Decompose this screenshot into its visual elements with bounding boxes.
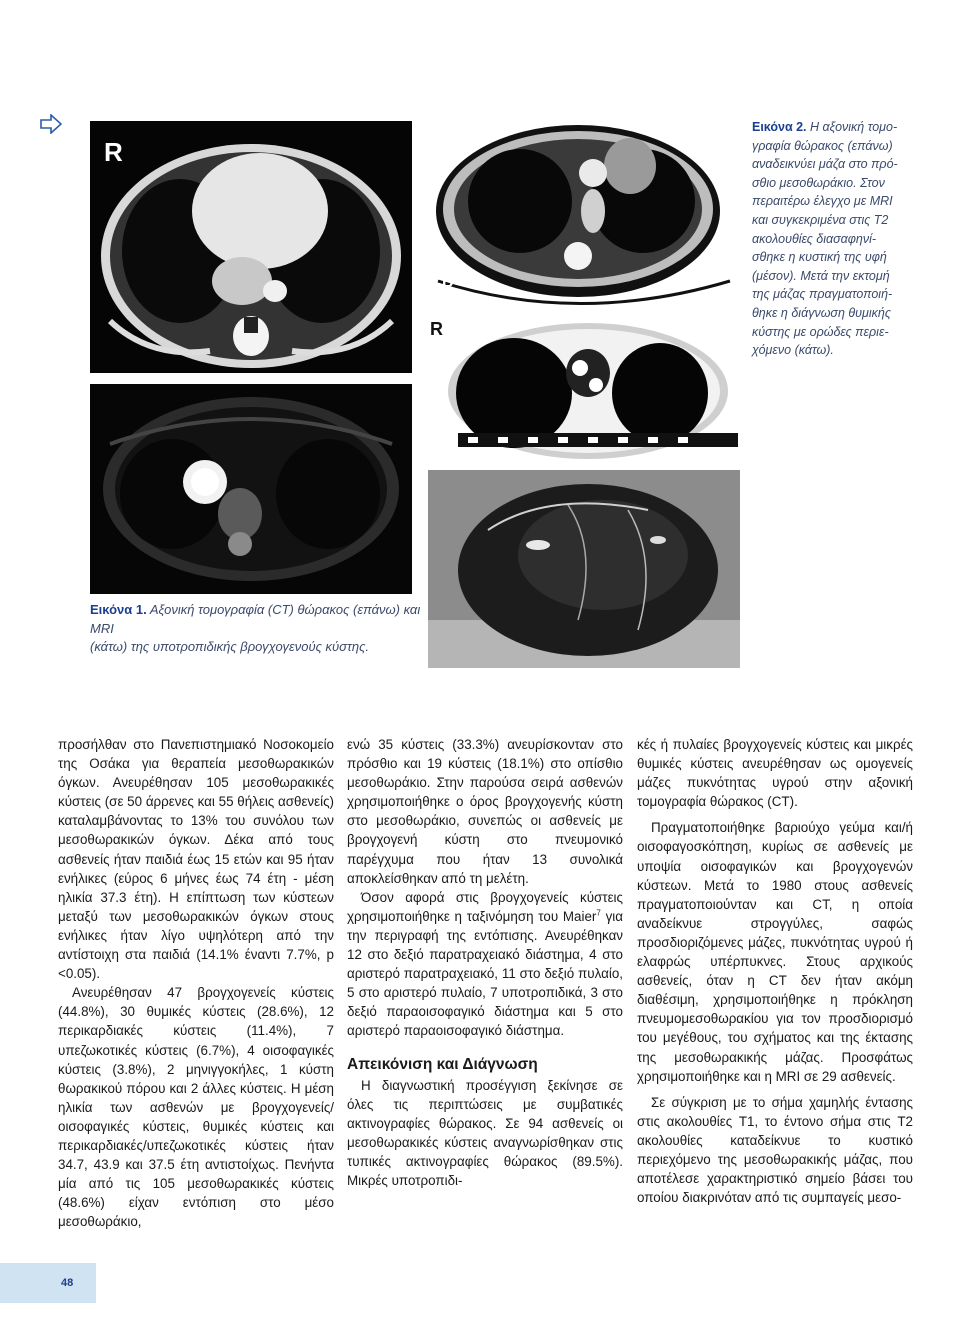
page-number-tab [0, 1263, 96, 1303]
figure2-caption-line: Η αξονική τομο- [810, 120, 898, 134]
mri2-r-marker: R [430, 319, 443, 339]
reference-number: 7 [596, 908, 601, 918]
figure2-mri-scan [428, 313, 740, 468]
section-heading: Απεικόνιση και Διάγνωση [347, 1055, 538, 1073]
figure1-ct-scan [90, 121, 412, 373]
ct2-r-marker: R [442, 278, 454, 295]
ct1-r-marker: R [104, 137, 123, 167]
paragraph: Πραγματοποιήθηκε βαριούχο γεύμα και/ή οισοφαγοσκόπηση, κυρίως σε ασθενείς με υποψία οισοφαγικών και βρογχογενών κύστεων. Μετά το 1980 στους ασθενείς πραγματοποιούνταν και CT, η οποία αναδείκνυε στρογγύλες, σαφώς προσδιοριζόμενες μάζες, πυκνότητας υγρού ή ελαφρώς υπέρπυκνες. Στους αρχικούς ασθενείς, όταν η CT δεν ήταν ακόμη διαθέσιμη, χρησιμοποιήθηκε η πρόκληση πνευμομεσοθωρακίου για τον προσδιορισμό του μεγέθους, του σχήματος και της έκτασης της μεσοθωρακικής μάζας. Προσφάτως χρησιμοποιήθηκε και η MRI σε 29 ασθενείς. [637, 820, 913, 1084]
page-number: 48 [61, 1277, 74, 1289]
figure2-caption-line: (μέσον). Μετά την εκτομή [752, 268, 890, 283]
paragraph: ενώ 35 κύστεις (33.3%) ανευρίσκονταν στο πρόσθιο και 19 κύστεις (18.1%) στο οπίσθιο μεσοθωράκιο. Στην παρούσα σειρά ασθενών χρησιμοποιήθηκε ο όρος βρογχογενής κύστη στο μεσοθωράκιο, συνεπώς οι ασθενείς με βρογχογενή κύστη στο πνευμονικό παρέγχυμα που ήταν 13 συνολικά αποκλείσθηκαν από τη μελέτη. [347, 737, 623, 886]
text-column-3 [637, 735, 913, 1207]
figure2-caption-line: θηκε η διάγνωση θυμικής [752, 305, 891, 320]
figure2-caption-line: χόμενο (κάτω). [752, 343, 834, 358]
paragraph-text: Όσον αφορά στις βρογχογενείς κύστεις χρησιμοποιήθηκε η ταξινόμηση του Maier [347, 889, 623, 924]
figure1-caption-line: (κάτω) της υποτροπιδικής βρογχογενούς κύστης. [90, 639, 370, 655]
figure2-caption-line: κύστης με ορώδες περιε- [752, 324, 889, 339]
figure2-caption-line: της μάζας πραγματοποιή- [752, 287, 893, 302]
figure2-cyst-photo [428, 470, 740, 668]
figure2-caption-line: ακολουθίες διασαφηνί- [752, 231, 877, 246]
paragraph [347, 888, 623, 1041]
text-column-1 [58, 735, 334, 1231]
figure2-caption [752, 118, 930, 360]
figure2-caption-line: περαιτέρω έλεγχο με MRI [752, 194, 893, 209]
figure2-label: Εικόνα 2. [752, 120, 807, 134]
figure1-caption [90, 601, 430, 657]
paragraph: προσήλθαν στο Πανεπιστημιακό Νοσοκομείο της Οσάκα για θεραπεία μεσοθωρακικών όγκων. Ανευρέθησαν 105 μεσοθωρακικές κύστεις (σε 50 άρρενες και 55 θήλεις ασθενείς) καταλαμβάνοντας το 13% του συνόλου των μεσοθωρακικών όγκων. Δέκα από τους ασθενείς ήταν παιδιά έως 15 ετών και 95 ήταν ενήλικες (εύρος 6 μήνες έως 74 έτη - μέση ηλικία 37.3 έτη). Η επίπτωση των κύστεων μεταξύ των μεσοθωρακικών όγκων στους ενήλικες ήταν λίγο υψηλότερη από την αντίστοιχη στα παιδιά (14.1% έναντι 7.7%, p <0.05). [58, 737, 334, 982]
figure2-ct-scan [428, 121, 740, 306]
paragraph: κές ή πυλαίες βρογχογενείς κύστεις και μικρές θυμικές κύστεις ανευρέθησαν ως ομογενείς μάζες πυκνότητας υγρού στην αξονική τομογραφία θώρακος (CT). [637, 737, 913, 810]
figure2-caption-line: σθιο μεσοθωράκιο. Στον [752, 175, 885, 190]
figure1-mri-scan [90, 384, 412, 594]
text-column-2 [347, 735, 623, 1190]
paragraph: Σε σύγκριση με το σήμα χαμηλής έντασης στις ακολουθίες T1, το έντονο σήμα στις T2 ακολουθίες καταδείκνυε το κυστικό περιεχόμενο της μεσοθωρακικής μάζας, που αποτέλεσε χαρακτηριστικό σημείο βάσει του οποίου διακρινόταν από τις συμπαγείς μεσο- [637, 1094, 913, 1206]
figure1-label: Εικόνα 1. [90, 602, 147, 617]
next-page-arrow-icon [40, 114, 62, 134]
figure2-caption-line: γραφία θώρακος (επάνω) [752, 138, 893, 153]
paragraph-text: για την περιγραφή της εντόπισης. Ανευρέθηκαν 12 στο δεξιό παρατραχειακό διάστημα, 4 στο αριστερό παρατραχειακό, 11 στο δεξιό πυλαίο, 5 στο αριστερό πυλαίο, 7 υποτροπιδικά, 3 στο δεξιό παραοισοφαγικό διάστημα και 5 στο αριστερό παραοισοφαγικό διάστημα. [347, 908, 623, 1039]
figure2-caption-line: σθηκε η κυστική της υφή [752, 250, 887, 265]
figure2-caption-line: αναδεικνύει μάζα στο πρό- [752, 157, 898, 172]
paragraph: Η διαγνωστική προσέγγιση ξεκίνησε σε όλες τις περιπτώσεις με συμβατικές ακτινογραφίες θώρακος. Σε 94 ασθενείς οι μεσοθωρακικές κύστεις αναγνωρίσθηκαν στις τυπικές ακτινογραφίες θώρακος (89.5%). Μικρές υποτροπιδι- [347, 1077, 623, 1189]
paragraph: Ανευρέθησαν 47 βρογχογενείς κύστεις (44.8%), 30 θυμικές κύστεις (28.6%), 12 περικαρδιακές κύστεις (11.4%), 7 υπεζωκοτικές κύστεις (6.7%), 4 οισοφαγικές κύστεις (3.8%), 2 μηνιγγοκήλες, 1 κύστη θωρακικού πόρου και 2 άλλες κύστεις. Η μέση ηλικία των ασθενών με βρογχογενείς/οισοφαγικές κύστεις, θυμικές κύστεις και περικαρδιακές/υπεζωκοτικές κύστεις ήταν 34.7, 43.9 και 37.5 έτη αντιστοίχως. Πενήντα μία από τις 105 μεσοθωρακικές κύστεις (48.6%) είχαν εντόπιση στο μέσο μεσοθωράκιο, [58, 985, 334, 1230]
figure2-caption-line: και συγκεκριμένα στις T2 [752, 212, 889, 227]
figure1-caption-line: Αξονική τομογραφία (CT) θώρακος (επάνω) και MRI [90, 602, 421, 636]
